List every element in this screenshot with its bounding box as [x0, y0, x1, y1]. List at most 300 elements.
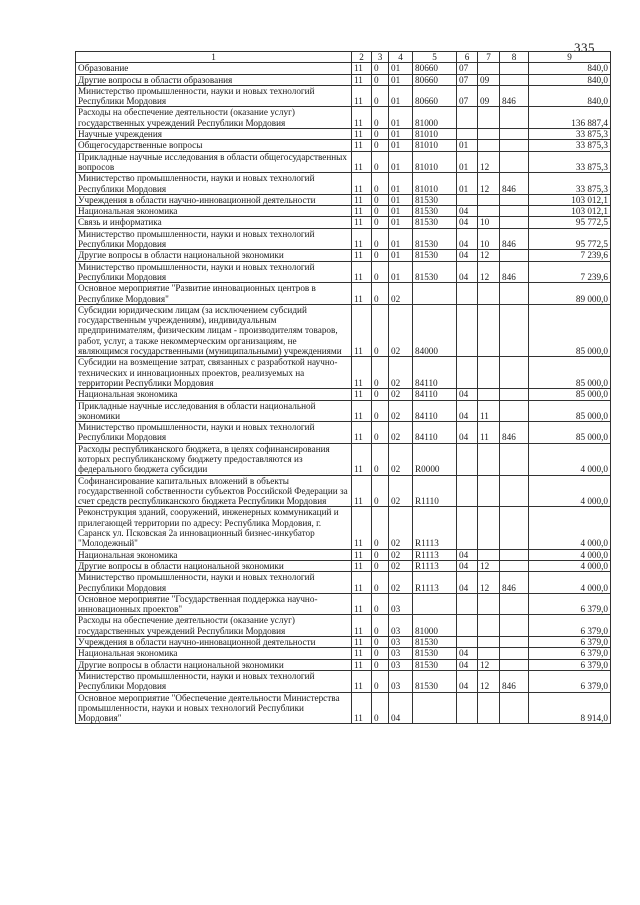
amount-cell: 7 239,6	[529, 261, 611, 283]
code-cell: 02	[389, 357, 413, 389]
code-cell: 11	[352, 560, 372, 571]
amount-cell: 8 914,0	[529, 692, 611, 724]
subsection-cell	[478, 107, 500, 129]
table-row	[76, 507, 611, 549]
code-cell: 0	[372, 637, 389, 648]
table-row	[76, 475, 611, 507]
table-row	[76, 400, 611, 422]
target-code-cell: R1113	[413, 560, 457, 571]
code-cell: 02	[389, 560, 413, 571]
table-body	[76, 63, 611, 724]
target-code-cell: 84000	[413, 304, 457, 356]
code-cell: 03	[389, 670, 413, 692]
table-row	[76, 217, 611, 228]
subsection-cell: 10	[478, 228, 500, 250]
code-cell: 0	[372, 151, 389, 173]
subsection-cell	[478, 304, 500, 356]
subsection-cell	[478, 593, 500, 615]
target-code-cell: 84110	[413, 357, 457, 389]
row-name-cell: Национальная экономика	[76, 206, 352, 217]
table-row	[76, 637, 611, 648]
code-cell: 11	[352, 107, 372, 129]
amount-cell: 6 379,0	[529, 648, 611, 659]
subsection-cell: 09	[478, 74, 500, 85]
table-row	[76, 659, 611, 670]
row-name-cell: Другие вопросы в области национальной экономики	[76, 250, 352, 261]
ministry-code-cell	[500, 357, 529, 389]
ministry-code-cell	[500, 389, 529, 400]
code-cell: 11	[352, 217, 372, 228]
code-cell: 01	[389, 151, 413, 173]
target-code-cell: 81010	[413, 140, 457, 151]
table-row	[76, 194, 611, 205]
target-code-cell: 84110	[413, 422, 457, 444]
amount-cell: 103 012,1	[529, 194, 611, 205]
ministry-code-cell	[500, 151, 529, 173]
section-cell	[457, 615, 478, 637]
section-cell	[457, 593, 478, 615]
table-row	[76, 593, 611, 615]
code-cell: 02	[389, 443, 413, 475]
code-cell: 03	[389, 593, 413, 615]
table-row	[76, 74, 611, 85]
table-row	[76, 389, 611, 400]
code-cell: 11	[352, 593, 372, 615]
row-name-cell: Софинансирование капитальных вложений в объекты государственной собственности субъектов Российской Федерации за счет средств республиканского бюджета Республики Мордовия	[76, 475, 352, 507]
amount-cell: 4 000,0	[529, 507, 611, 549]
target-code-cell: 81530	[413, 637, 457, 648]
code-cell: 04	[389, 692, 413, 724]
target-code-cell: 81000	[413, 615, 457, 637]
target-code-cell: 81530	[413, 670, 457, 692]
ministry-code-cell	[500, 549, 529, 560]
target-code-cell: R1113	[413, 507, 457, 549]
ministry-code-cell: 846	[500, 422, 529, 444]
code-cell: 03	[389, 637, 413, 648]
ministry-code-cell	[500, 140, 529, 151]
target-code-cell: 81530	[413, 194, 457, 205]
ministry-code-cell	[500, 443, 529, 475]
row-name-cell: Расходы на обеспечение деятельности (оказание услуг) государственных учреждений Республики Мордовия	[76, 107, 352, 129]
subsection-cell	[478, 507, 500, 549]
amount-cell: 33 875,3	[529, 129, 611, 140]
ministry-code-cell	[500, 217, 529, 228]
code-cell: 02	[389, 475, 413, 507]
table-row	[76, 549, 611, 560]
row-name-cell: Образование	[76, 63, 352, 74]
code-cell: 11	[352, 670, 372, 692]
amount-cell: 33 875,3	[529, 151, 611, 173]
code-cell: 03	[389, 615, 413, 637]
target-code-cell: 80660	[413, 63, 457, 74]
table-row	[76, 648, 611, 659]
amount-cell: 89 000,0	[529, 283, 611, 305]
code-cell: 11	[352, 422, 372, 444]
code-cell: 0	[372, 648, 389, 659]
ministry-code-cell	[500, 250, 529, 261]
page-number: 335	[574, 40, 595, 55]
table-row	[76, 173, 611, 195]
subsection-cell	[478, 357, 500, 389]
row-name-cell: Реконструкция зданий, сооружений, инженерных коммуникаций и прилегающей территории по адресу: Республика Мордовия, г. Саранск ул. Псковская 2а инновационный бизнес-инкубатор "Молодежный"	[76, 507, 352, 549]
section-cell: 04	[457, 560, 478, 571]
ministry-code-cell	[500, 283, 529, 305]
subsection-cell: 12	[478, 560, 500, 571]
code-cell: 01	[389, 261, 413, 283]
code-cell: 11	[352, 194, 372, 205]
code-cell: 11	[352, 572, 372, 594]
ministry-code-cell	[500, 304, 529, 356]
code-cell: 0	[372, 304, 389, 356]
row-name-cell: Расходы на обеспечение деятельности (оказание услуг) государственных учреждений Республики Мордовия	[76, 615, 352, 637]
target-code-cell: R1110	[413, 475, 457, 507]
section-cell	[457, 304, 478, 356]
subsection-cell: 12	[478, 659, 500, 670]
code-cell: 0	[372, 443, 389, 475]
code-cell: 11	[352, 63, 372, 74]
section-cell: 07	[457, 74, 478, 85]
code-cell: 01	[389, 194, 413, 205]
ministry-code-cell: 846	[500, 670, 529, 692]
section-cell	[457, 357, 478, 389]
code-cell: 0	[372, 659, 389, 670]
code-cell: 01	[389, 228, 413, 250]
subsection-cell	[478, 283, 500, 305]
section-cell: 04	[457, 400, 478, 422]
column-header: 8	[500, 52, 529, 63]
code-cell: 11	[352, 637, 372, 648]
subsection-cell: 12	[478, 250, 500, 261]
amount-cell: 840,0	[529, 63, 611, 74]
row-name-cell: Научные учреждения	[76, 129, 352, 140]
ministry-code-cell	[500, 206, 529, 217]
ministry-code-cell	[500, 615, 529, 637]
row-name-cell: Министерство промышленности, науки и новых технологий Республики Мордовия	[76, 173, 352, 195]
row-name-cell: Другие вопросы в области национальной экономики	[76, 560, 352, 571]
table-row	[76, 283, 611, 305]
subsection-cell	[478, 648, 500, 659]
subsection-cell	[478, 63, 500, 74]
target-code-cell: 81010	[413, 129, 457, 140]
table-row	[76, 63, 611, 74]
target-code-cell	[413, 593, 457, 615]
ministry-code-cell	[500, 692, 529, 724]
table-row	[76, 670, 611, 692]
subsection-cell	[478, 194, 500, 205]
ministry-code-cell: 846	[500, 228, 529, 250]
amount-cell: 6 379,0	[529, 659, 611, 670]
code-cell: 11	[352, 228, 372, 250]
section-cell: 04	[457, 659, 478, 670]
target-code-cell: R1113	[413, 572, 457, 594]
subsection-cell: 12	[478, 151, 500, 173]
code-cell: 0	[372, 507, 389, 549]
subsection-cell: 12	[478, 670, 500, 692]
target-code-cell: 81530	[413, 648, 457, 659]
code-cell: 0	[372, 400, 389, 422]
section-cell: 04	[457, 217, 478, 228]
code-cell: 0	[372, 422, 389, 444]
table-row	[76, 85, 611, 107]
table-row	[76, 422, 611, 444]
row-name-cell: Министерство промышленности, науки и новых технологий Республики Мордовия	[76, 670, 352, 692]
section-cell	[457, 443, 478, 475]
code-cell: 0	[372, 389, 389, 400]
ministry-code-cell	[500, 475, 529, 507]
table-row	[76, 304, 611, 356]
code-cell: 0	[372, 129, 389, 140]
code-cell: 01	[389, 129, 413, 140]
row-name-cell: Другие вопросы в области образования	[76, 74, 352, 85]
subsection-cell: 12	[478, 261, 500, 283]
amount-cell: 85 000,0	[529, 357, 611, 389]
ministry-code-cell	[500, 593, 529, 615]
ministry-code-cell: 846	[500, 173, 529, 195]
row-name-cell: Субсидии на возмещение затрат, связанных с разработкой научно-технических и инновационных проектов, реализуемых на территории Республики Мордовия	[76, 357, 352, 389]
section-cell: 04	[457, 549, 478, 560]
ministry-code-cell: 846	[500, 572, 529, 594]
table-row	[76, 151, 611, 173]
amount-cell: 4 000,0	[529, 560, 611, 571]
row-name-cell: Субсидии юридическим лицам (за исключением субсидий государственным учреждениям), индивидуальным предпринимателям, физическим лицам - производителям товаров, работ, услуг, а также некоммерческим организациям, не являющимся государственными (муниципальными) учреждениями	[76, 304, 352, 356]
section-cell: 04	[457, 261, 478, 283]
code-cell: 0	[372, 250, 389, 261]
section-cell: 04	[457, 422, 478, 444]
target-code-cell: 81530	[413, 250, 457, 261]
subsection-cell	[478, 129, 500, 140]
section-cell	[457, 637, 478, 648]
code-cell: 11	[352, 507, 372, 549]
code-cell: 11	[352, 304, 372, 356]
row-name-cell: Министерство промышленности, науки и новых технологий Республики Мордовия	[76, 261, 352, 283]
row-name-cell: Связь и информатика	[76, 217, 352, 228]
subsection-cell	[478, 475, 500, 507]
row-name-cell: Основное мероприятие "Обеспечение деятельности Министерства промышленности, науки и новых технологий Республики Мордовия"	[76, 692, 352, 724]
section-cell: 04	[457, 389, 478, 400]
column-header: 6	[457, 52, 478, 63]
code-cell: 0	[372, 593, 389, 615]
code-cell: 11	[352, 206, 372, 217]
table-row	[76, 692, 611, 724]
amount-cell: 136 887,4	[529, 107, 611, 129]
table-row	[76, 261, 611, 283]
code-cell: 11	[352, 283, 372, 305]
subsection-cell	[478, 443, 500, 475]
subsection-cell: 09	[478, 85, 500, 107]
ministry-code-cell	[500, 560, 529, 571]
target-code-cell: 80660	[413, 74, 457, 85]
target-code-cell: 81530	[413, 261, 457, 283]
row-name-cell: Министерство промышленности, науки и новых технологий Республики Мордовия	[76, 422, 352, 444]
subsection-cell	[478, 549, 500, 560]
section-cell: 04	[457, 572, 478, 594]
ministry-code-cell: 846	[500, 85, 529, 107]
amount-cell: 4 000,0	[529, 572, 611, 594]
code-cell: 0	[372, 572, 389, 594]
amount-cell: 85 000,0	[529, 389, 611, 400]
code-cell: 02	[389, 304, 413, 356]
code-cell: 11	[352, 129, 372, 140]
section-cell: 04	[457, 648, 478, 659]
code-cell: 0	[372, 560, 389, 571]
section-cell: 04	[457, 250, 478, 261]
code-cell: 11	[352, 443, 372, 475]
code-cell: 0	[372, 692, 389, 724]
code-cell: 01	[389, 74, 413, 85]
code-cell: 11	[352, 659, 372, 670]
code-cell: 0	[372, 194, 389, 205]
code-cell: 0	[372, 74, 389, 85]
column-header: 9	[529, 52, 611, 63]
code-cell: 0	[372, 107, 389, 129]
code-cell: 11	[352, 173, 372, 195]
ministry-code-cell	[500, 507, 529, 549]
code-cell: 11	[352, 151, 372, 173]
section-cell	[457, 283, 478, 305]
amount-cell: 6 379,0	[529, 670, 611, 692]
table-row	[76, 129, 611, 140]
ministry-code-cell	[500, 63, 529, 74]
subsection-cell	[478, 637, 500, 648]
code-cell: 0	[372, 357, 389, 389]
code-cell: 02	[389, 389, 413, 400]
target-code-cell: 84110	[413, 389, 457, 400]
code-cell: 11	[352, 261, 372, 283]
subsection-cell	[478, 206, 500, 217]
amount-cell: 95 772,5	[529, 217, 611, 228]
amount-cell: 33 875,3	[529, 140, 611, 151]
section-cell: 07	[457, 85, 478, 107]
code-cell: 01	[389, 107, 413, 129]
code-cell: 11	[352, 74, 372, 85]
row-name-cell: Министерство промышленности, науки и новых технологий Республики Мордовия	[76, 572, 352, 594]
table-row	[76, 250, 611, 261]
table-row	[76, 357, 611, 389]
section-cell: 01	[457, 151, 478, 173]
ministry-code-cell: 846	[500, 261, 529, 283]
code-cell: 0	[372, 63, 389, 74]
row-name-cell: Учреждения в области научно-инновационной деятельности	[76, 637, 352, 648]
amount-cell: 6 379,0	[529, 593, 611, 615]
section-cell	[457, 475, 478, 507]
row-name-cell: Общегосударственные вопросы	[76, 140, 352, 151]
budget-table	[75, 51, 611, 724]
row-name-cell: Национальная экономика	[76, 389, 352, 400]
column-header: 7	[478, 52, 500, 63]
column-header: 1	[76, 52, 352, 63]
table-row	[76, 107, 611, 129]
row-name-cell: Основное мероприятие "Государственная поддержка научно-инновационных проектов"	[76, 593, 352, 615]
table-row	[76, 572, 611, 594]
target-code-cell: R0000	[413, 443, 457, 475]
code-cell: 0	[372, 261, 389, 283]
ministry-code-cell	[500, 194, 529, 205]
section-cell: 04	[457, 670, 478, 692]
row-name-cell: Расходы республиканского бюджета, в целях софинансирования которых республиканскому бюджету предоставляются из федерального бюджета субсидии	[76, 443, 352, 475]
code-cell: 02	[389, 549, 413, 560]
target-code-cell: 84110	[413, 400, 457, 422]
code-cell: 0	[372, 206, 389, 217]
code-cell: 01	[389, 85, 413, 107]
target-code-cell: 81010	[413, 173, 457, 195]
code-cell: 11	[352, 615, 372, 637]
target-code-cell	[413, 692, 457, 724]
row-name-cell: Министерство промышленности, науки и новых технологий Республики Мордовия	[76, 228, 352, 250]
table-row	[76, 615, 611, 637]
target-code-cell: 81010	[413, 151, 457, 173]
amount-cell: 840,0	[529, 74, 611, 85]
section-cell	[457, 507, 478, 549]
code-cell: 0	[372, 173, 389, 195]
target-code-cell: 80660	[413, 85, 457, 107]
ministry-code-cell	[500, 129, 529, 140]
column-header: 3	[372, 52, 389, 63]
table-row	[76, 560, 611, 571]
ministry-code-cell	[500, 637, 529, 648]
code-cell: 02	[389, 283, 413, 305]
subsection-cell	[478, 140, 500, 151]
amount-cell: 6 379,0	[529, 615, 611, 637]
code-cell: 11	[352, 357, 372, 389]
row-name-cell: Национальная экономика	[76, 549, 352, 560]
target-code-cell: R1113	[413, 549, 457, 560]
table-row	[76, 206, 611, 217]
target-code-cell: 81530	[413, 228, 457, 250]
code-cell: 03	[389, 659, 413, 670]
code-cell: 03	[389, 648, 413, 659]
code-cell: 01	[389, 206, 413, 217]
table-row	[76, 140, 611, 151]
amount-cell: 85 000,0	[529, 304, 611, 356]
subsection-cell: 11	[478, 422, 500, 444]
ministry-code-cell	[500, 107, 529, 129]
subsection-cell: 12	[478, 572, 500, 594]
code-cell: 11	[352, 250, 372, 261]
code-cell: 02	[389, 400, 413, 422]
row-name-cell: Основное мероприятие "Развитие инновационных центров в Республике Мордовия"	[76, 283, 352, 305]
code-cell: 11	[352, 475, 372, 507]
amount-cell: 6 379,0	[529, 637, 611, 648]
code-cell: 0	[372, 283, 389, 305]
section-cell: 01	[457, 140, 478, 151]
ministry-code-cell	[500, 400, 529, 422]
row-name-cell: Национальная экономика	[76, 648, 352, 659]
ministry-code-cell	[500, 648, 529, 659]
section-cell: 04	[457, 228, 478, 250]
code-cell: 02	[389, 422, 413, 444]
code-cell: 0	[372, 670, 389, 692]
subsection-cell: 10	[478, 217, 500, 228]
code-cell: 0	[372, 85, 389, 107]
target-code-cell: 81530	[413, 206, 457, 217]
code-cell: 02	[389, 507, 413, 549]
code-cell: 11	[352, 400, 372, 422]
target-code-cell: 81000	[413, 107, 457, 129]
target-code-cell: 81530	[413, 217, 457, 228]
code-cell: 0	[372, 615, 389, 637]
code-cell: 11	[352, 389, 372, 400]
amount-cell: 7 239,6	[529, 250, 611, 261]
code-cell: 01	[389, 250, 413, 261]
section-cell	[457, 107, 478, 129]
row-name-cell: Прикладные научные исследования в области общегосударственных вопросов	[76, 151, 352, 173]
subsection-cell: 12	[478, 173, 500, 195]
section-cell: 07	[457, 63, 478, 74]
amount-cell: 4 000,0	[529, 443, 611, 475]
code-cell: 11	[352, 85, 372, 107]
code-cell: 02	[389, 572, 413, 594]
table-header-row	[76, 52, 611, 63]
